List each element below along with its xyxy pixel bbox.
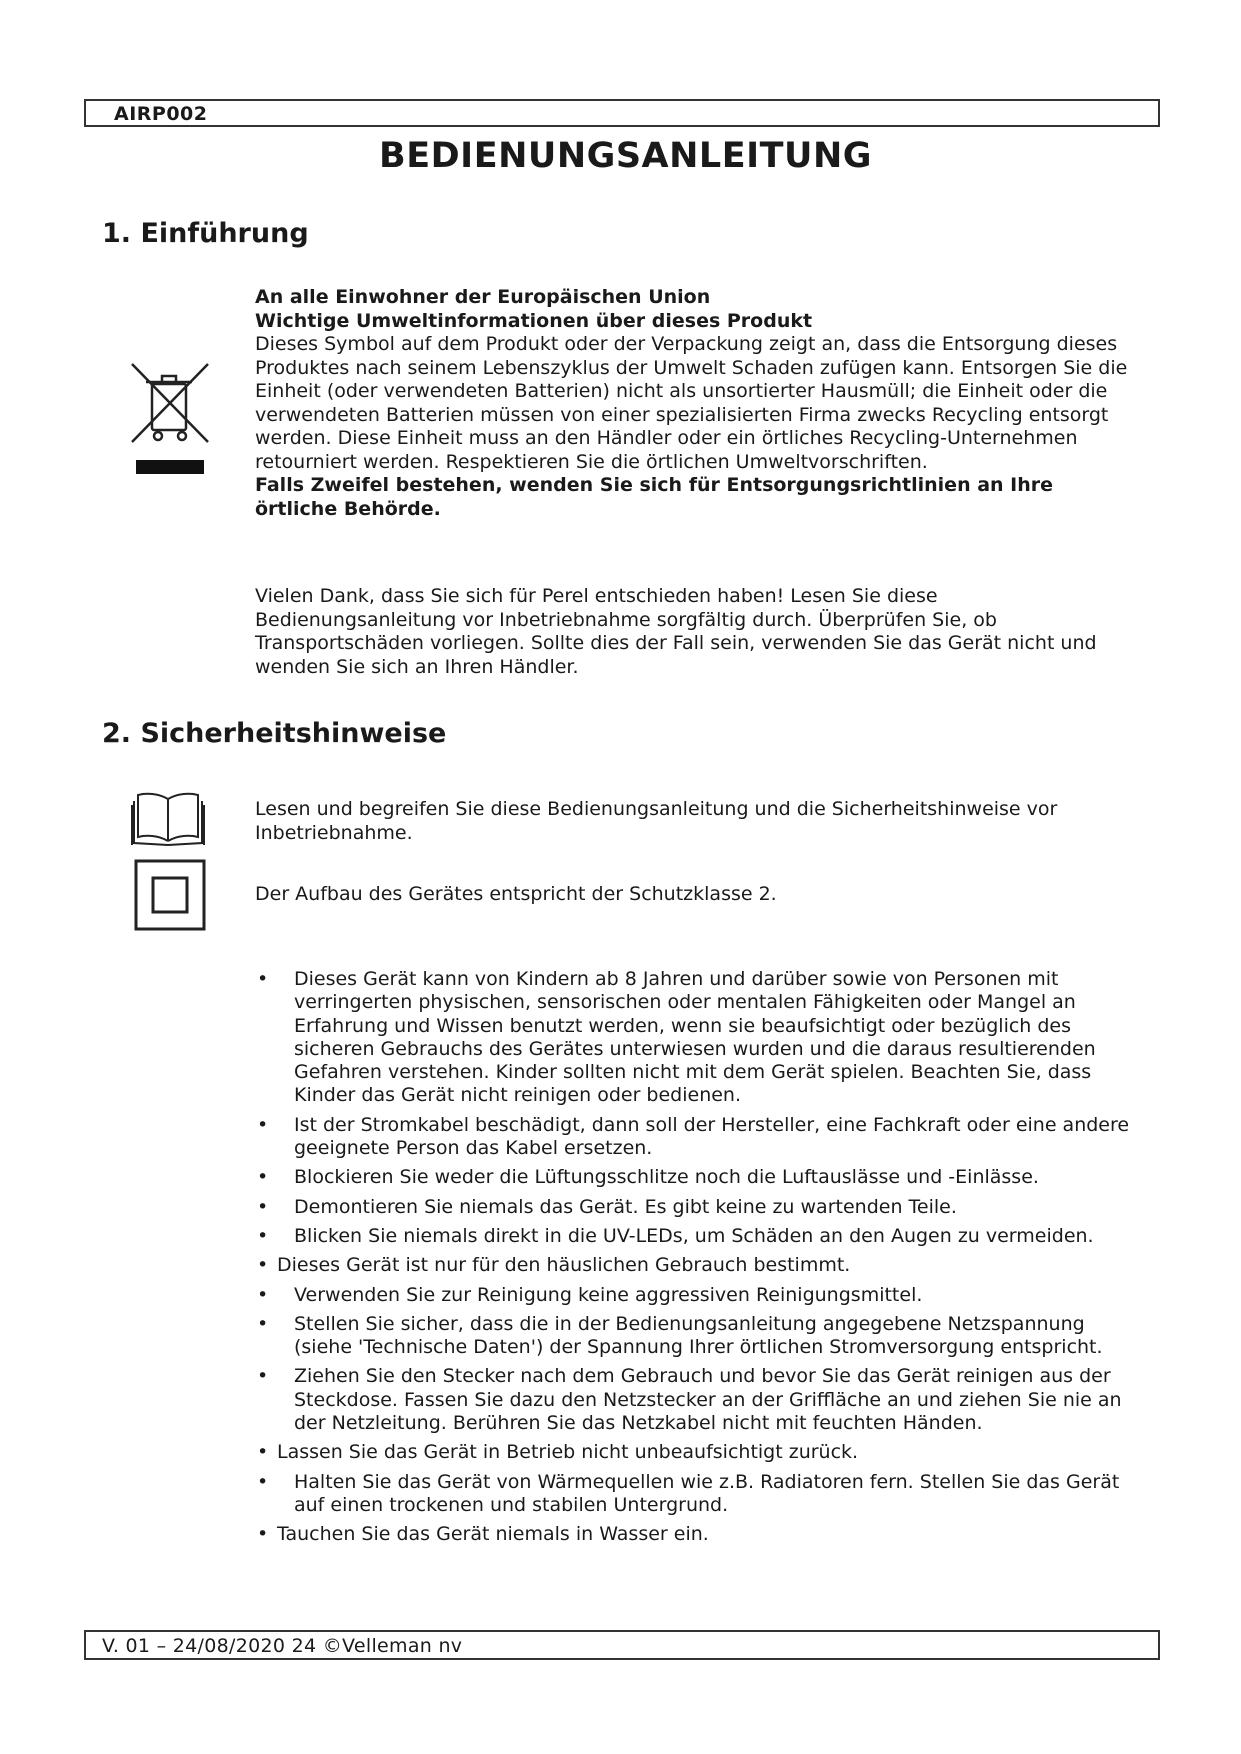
list-item-text: Lassen Sie das Gerät in Betrieb nicht unbeaufsichtigt zurück. xyxy=(277,1441,859,1464)
protection-class-notice xyxy=(255,883,1135,907)
bullet-icon: • xyxy=(257,1224,269,1247)
list-item-text: Halten Sie das Gerät von Wärmequellen wie z.B. Radiatoren fern. Stellen Sie das Gerät auf einen trockenen und stabilen Untergrund. xyxy=(294,1470,1120,1516)
footer-version-text: V. 01 – 24/08/2020 24 ©Velleman nv xyxy=(102,1635,463,1657)
protection-class-2-icon xyxy=(134,859,206,931)
list-item xyxy=(255,1284,1135,1307)
thanks-text: Vielen Dank, dass Sie sich für Perel entschieden haben! Lesen Sie diese Bedienungsanleitung vor Inbetriebnahme sorgfältig durch. Überprüfen Sie, ob Transportschäden vorliegen. Sollte dies der Fall sein, verwenden Sie das Gerät nicht und wenden Sie sich an Ihren Händler. xyxy=(255,585,1097,678)
eu-heading-residents: An alle Einwohner der Europäischen Union xyxy=(255,286,711,308)
footer-box xyxy=(84,1630,1160,1660)
section-heading-safety: 2. Sicherheitshinweise xyxy=(102,718,447,749)
product-code: AIRP002 xyxy=(114,103,208,125)
list-item-text: Ziehen Sie den Stecker nach dem Gebrauch und bevor Sie das Gerät reinigen aus der Steckdose. Fassen Sie dazu den Netzstecker an der Griffläche an und ziehen Sie nie an der Netzleitung. Berühren Sie das Netzkabel nicht mit feuchten Händen. xyxy=(294,1365,1122,1435)
eu-heading-environmental: Wichtige Umweltinformationen über dieses Produkt xyxy=(255,309,813,332)
bullet-icon: • xyxy=(257,1113,269,1136)
bullet-icon: • xyxy=(257,1365,269,1388)
protection-class-text: Der Aufbau des Gerätes entspricht der Schutzklasse 2. xyxy=(255,883,777,905)
read-manual-text: Lesen und begreifen Sie diese Bedienungsanleitung und die Sicherheitshinweise vor Inbetriebnahme. xyxy=(255,798,1058,844)
list-item-text: Tauchen Sie das Gerät niemals in Wasser ein. xyxy=(277,1523,709,1546)
list-item-text: Verwenden Sie zur Reinigung keine aggressiven Reinigungsmittel. xyxy=(294,1283,923,1306)
bullet-icon: • xyxy=(257,968,269,990)
weee-crossed-bin-icon xyxy=(128,358,212,480)
list-item xyxy=(255,1313,1135,1360)
list-item-text: Dieses Gerät kann von Kindern ab 8 Jahren und darüber sowie von Personen mit verringerten physischen, sensorischen oder mentalen Fähigkeiten oder Mangel an Erfahrung und Wissen benutzt werden, wenn sie beaufsichtigt oder bezüglich des sicheren Gebrauchs des Gerätes unterwiesen wurden und die daraus resultierenden Gefahren verstehen. Kinder sollten nicht mit dem Gerät spielen. Beachten Sie, dass Kinder das Gerät nicht reinigen oder bedienen. xyxy=(294,968,1096,1107)
list-item xyxy=(255,1114,1135,1161)
list-item xyxy=(255,1523,1135,1546)
list-item xyxy=(255,1225,1135,1248)
eu-disposal-authority-text: Falls Zweifel bestehen, wenden Sie sich für Entsorgungsrichtlinien an Ihre örtliche Behörde. xyxy=(255,474,1054,520)
list-item-text: Dieses Gerät ist nur für den häuslichen Gebrauch bestimmt. xyxy=(277,1254,851,1277)
bullet-icon: • xyxy=(257,1254,269,1277)
list-item xyxy=(255,1196,1135,1219)
list-item xyxy=(255,1166,1135,1189)
thanks-paragraph xyxy=(255,585,1135,679)
read-manual-book-icon xyxy=(130,787,206,847)
read-manual-notice xyxy=(255,798,1135,845)
bullet-icon: • xyxy=(257,1523,269,1546)
list-item xyxy=(255,1471,1135,1518)
bullet-icon: • xyxy=(257,1470,269,1493)
bullet-icon: • xyxy=(257,1166,269,1189)
list-item-text: Blicken Sie niemals direkt in die UV-LEDs, um Schäden an den Augen zu vermeiden. xyxy=(294,1224,1094,1247)
safety-instructions-list xyxy=(255,968,1135,1553)
list-item xyxy=(255,1365,1135,1435)
eu-environmental-notice xyxy=(255,286,1135,521)
bullet-icon: • xyxy=(257,1195,269,1218)
list-item-text: Blockieren Sie weder die Lüftungsschlitze noch die Luftauslässe und -Einlässe. xyxy=(294,1166,1039,1189)
list-item-text: Stellen Sie sicher, dass die in der Bedienungsanleitung angegebene Netzspannung (siehe 'Technische Daten') der Spannung Ihrer örtlichen Stromversorgung entspricht. xyxy=(294,1312,1103,1359)
bullet-icon: • xyxy=(257,1441,269,1464)
bullet-icon: • xyxy=(257,1283,269,1306)
bullet-icon: • xyxy=(257,1312,269,1335)
document-title: BEDIENUNGSANLEITUNG xyxy=(379,136,872,176)
list-item xyxy=(255,1254,1135,1277)
eu-disposal-text: Dieses Symbol auf dem Produkt oder der Verpackung zeigt an, dass die Entsorgung dieses Produktes nach seinem Lebenszyklus der Umwelt Schaden zufügen kann. Entsorgen Sie die Einheit (oder verwendeten Batterien) nicht als unsortierter Hausmüll; die Einheit oder die verwendeten Batterien müssen von einer spezialisierten Firma zwecks Recycling entsorgt werden. Diese Einheit muss an den Händler oder ein örtliches Recycling-Unternehmen retourniert werden. Respektieren Sie die örtlichen Umweltvorschriften. xyxy=(255,333,1128,473)
header-box xyxy=(84,99,1160,127)
list-item xyxy=(255,1441,1135,1464)
list-item-text: Ist der Stromkabel beschädigt, dann soll der Hersteller, eine Fachkraft oder eine andere geeignete Person das Kabel ersetzen. xyxy=(294,1113,1130,1160)
list-item-text: Demontieren Sie niemals das Gerät. Es gibt keine zu wartenden Teile. xyxy=(294,1195,957,1218)
section-heading-introduction: 1. Einführung xyxy=(102,218,309,249)
list-item xyxy=(255,968,1135,1108)
